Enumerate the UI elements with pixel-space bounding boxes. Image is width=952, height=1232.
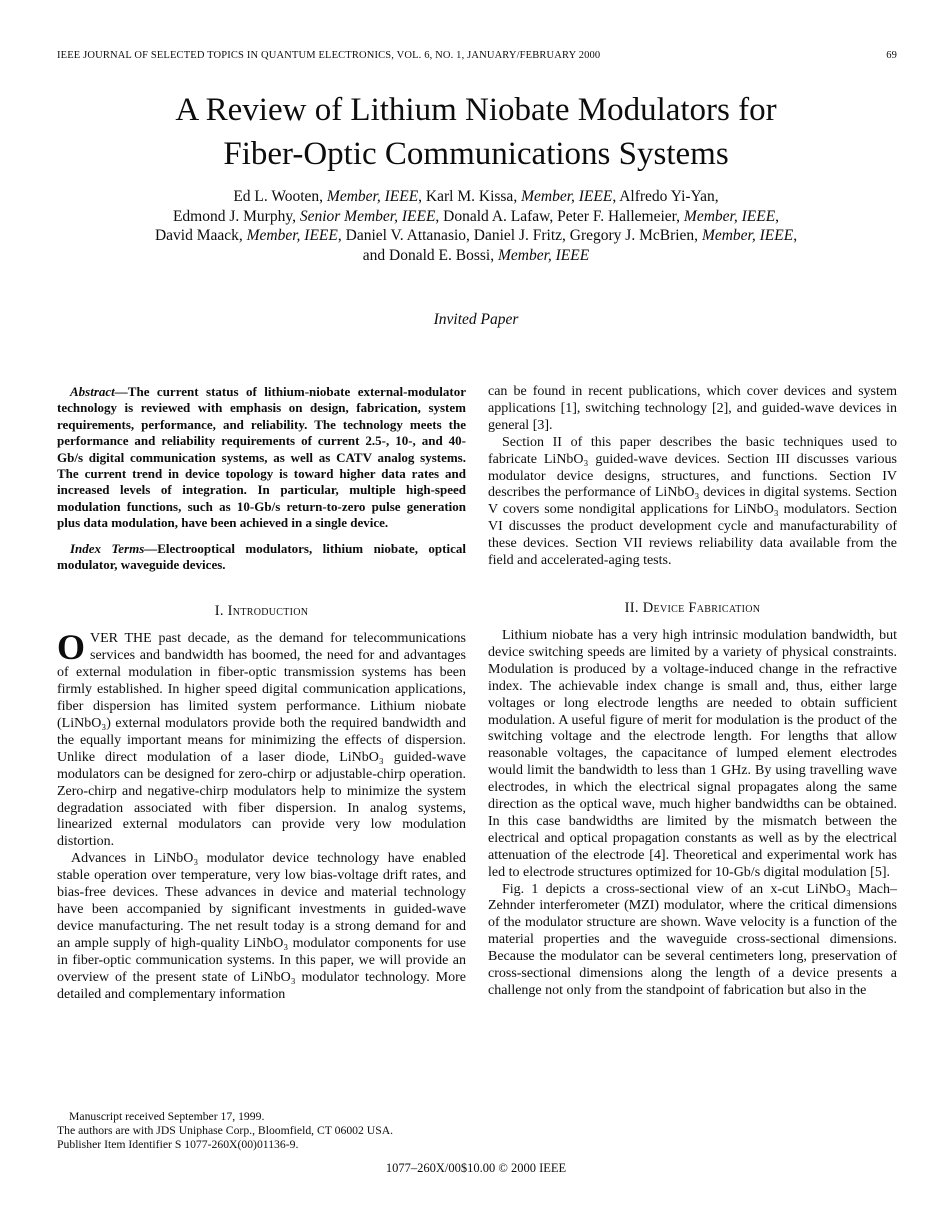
member-designation: Member, IEEE [246, 227, 338, 244]
index-terms-paragraph [57, 541, 466, 574]
author-line [0, 226, 952, 246]
paper-title-line-1: A Review of Lithium Niobate Modulators for [175, 92, 777, 128]
paper-title-line-2: Fiber-Optic Communications Systems [223, 136, 729, 172]
abstract-label: Abstract— [70, 384, 128, 399]
member-designation: Member, IEEE [497, 246, 590, 264]
author-name: and Donald E. Bossi, [362, 246, 498, 264]
author-name: , Daniel V. Attanasio, Daniel J. Fritz, Gregory J. McBrien, [337, 227, 702, 244]
member-designation: Member, IEEE [701, 227, 794, 244]
running-head [57, 50, 897, 61]
member-designation: Member, IEEE [326, 188, 419, 205]
invited-paper-label: Invited Paper [433, 311, 519, 328]
journal-header: IEEE JOURNAL OF SELECTED TOPICS IN QUANTUM ELECTRONICS, VOL. 6, NO. 1, JANUARY/FEBRUARY 2000 [57, 50, 601, 61]
footnote-affiliation: The authors are with JDS Uniphase Corp., Bloomfield, CT 06002 USA. [57, 1124, 394, 1137]
footnote-publisher-id: Publisher Item Identifier S 1077-260X(00)01136-9. [57, 1138, 299, 1151]
index-terms-text: Electrooptical modulators, lithium niobate, optical modulator, waveguide devices. [57, 540, 466, 573]
column-right [488, 384, 897, 1152]
author-name: , [793, 227, 798, 244]
footnote [57, 1110, 466, 1152]
author-line [0, 187, 952, 207]
two-column-body [57, 384, 897, 1152]
fabrication-paragraph-1: Lithium niobate has a very high intrinsic modulation bandwidth, but device switching speeds are limited by a variety of physical constraints. Modulation is produced by a voltage-induced change in the refractive index. The achievable index change is small and, thus, either large voltages or long electrode lengths are needed to obtain sufficient modulation. A useful figure of merit for modulation is the product of the switching voltage and the electrode length. For lengths that allow reasonable voltages, the capacitance of lumped element electrodes would limit the bandwidth to less than 1 GHz. By using travelling wave electrodes, in which the electrical signal propagates along the same direction as the optical wave, much higher bandwidths can be obtained. In this case bandwidths are limited by the mismatch between the electrical and optical propagation constants as well as by the electrical attenuation of the electrode [4]. Theoretical and experimental work has led to electrode structures optimized for 10-Gb/s digital modulation [5]. [488, 627, 897, 880]
page-number: 69 [886, 50, 897, 61]
author-name: , Alfredo Yi-Yan, [612, 188, 719, 205]
member-designation: Senior Member, IEEE [299, 207, 436, 225]
intro-paragraph-2: Advances in LiNbO₃ modulator device technology have enabled stable operation over temperature, very low bias-voltage drift rates, and bias-free devices. These advances in device and material technology have been accompanied by significant investments in guided-wave device manufacturing. The net result today is a strong demand for and an ample supply of high-quality LiNbO₃ modulator components for use in fiber-optic communication systems. In this paper, we will provide an overview of the present state of LiNbO₃ modulator technology. More detailed and complementary information [57, 851, 466, 1002]
member-designation: Member, IEEE [683, 207, 776, 225]
member-designation: Member, IEEE [521, 188, 613, 205]
footer-copyright: 1077–260X/00$10.00 © 2000 IEEE [385, 1161, 567, 1175]
author-name: , [775, 207, 780, 225]
author-list [0, 187, 952, 265]
author-line [0, 207, 952, 227]
right-paragraph-2: Section II of this paper describes the basic techniques used to fabricate LiNbO₃ guided-wave devices. Section III discusses various modulator device designs, structures, and functions. Section IV describes the performance of LiNbO₃ devices in digital systems. Section V covers some nondigital applications for LiNbO₃ modulators. Section VI discusses the product development cycle and manufacturability of these devices. Section VII reviews reliability data available from the field and accelerated-aging tests. [488, 434, 897, 569]
author-name: Edmond J. Murphy, [172, 207, 300, 225]
author-name: , Karl M. Kissa, [418, 188, 522, 205]
drop-cap: O [57, 627, 86, 668]
author-name: David Maack, [154, 227, 247, 244]
author-name: Ed L. Wooten, [233, 188, 327, 205]
intro-paragraph-1-text: VER THE past decade, as the demand for telecommunications services and bandwidth has boomed, the need for and advantages of external modulation in fiber-optic transmission systems has been firmly established. In higher speed digital communication applications, fiber dispersion has limited system performance. Lithium niobate (LiNbO₃) external modulators provide both the required bandwidth and the equally important means for minimizing the effects of dispersion. Unlike direct modulation of a laser diode, LiNbO₃ guided-wave modulators can be designed for zero-chirp or adjustable-chirp operation. Zero-chirp and negative-chirp modulators help to minimize the system degradation associated with fiber dispersion. In analog systems, linearized external modulators can provide very low modulation distortion. [57, 631, 466, 850]
section-heading-introduction: I. Introduction [214, 603, 309, 620]
column-left [57, 384, 466, 1152]
paper-title [0, 88, 952, 176]
right-paragraph-1: can be found in recent publications, which cover devices and system applications [1], switching technology [2], and guided-wave devices in general [3]. [488, 384, 897, 433]
index-terms-label: Index Terms— [70, 540, 158, 556]
section-heading-device-fabrication: II. Device Fabrication [624, 599, 761, 616]
footnote-manuscript-received: Manuscript received September 17, 1999. [69, 1110, 265, 1123]
intro-paragraph-1 [57, 627, 466, 851]
fabrication-paragraph-2: Fig. 1 depicts a cross-sectional view of an x-cut LiNbO₃ Mach–Zehnder interferometer (MZI) modulator, where the critical dimensions of the modulator structure are shown. Wave velocity is a function of the material properties and the waveguide cross-sectional dimensions. Because the modulator can be several centimeters long, preservation of cross-sectional dimensions along the length of a device presents a challenge not only from the standpoint of fabrication but also in the [488, 881, 897, 998]
abstract-paragraph [57, 384, 466, 532]
abstract-text: The current status of lithium-niobate external-modulator technology is reviewed with emphasis on design, fabrication, system requirements, performance, and reliability. The technology meets the performance and reliability requirements of current 2.5-, 10-, and 40-Gb/s digital communication systems, as well as CATV analog systems. The current trend in device topology is toward higher data rates and increased levels of integration. In particular, multiple high-speed modulation functions, such as 10-Gb/s return-to-zero pulse generation plus data modulation, have been achieved in a single device. [57, 384, 466, 531]
author-line [0, 246, 952, 266]
author-name: , Donald A. Lafaw, Peter F. Hallemeier, [435, 207, 684, 225]
